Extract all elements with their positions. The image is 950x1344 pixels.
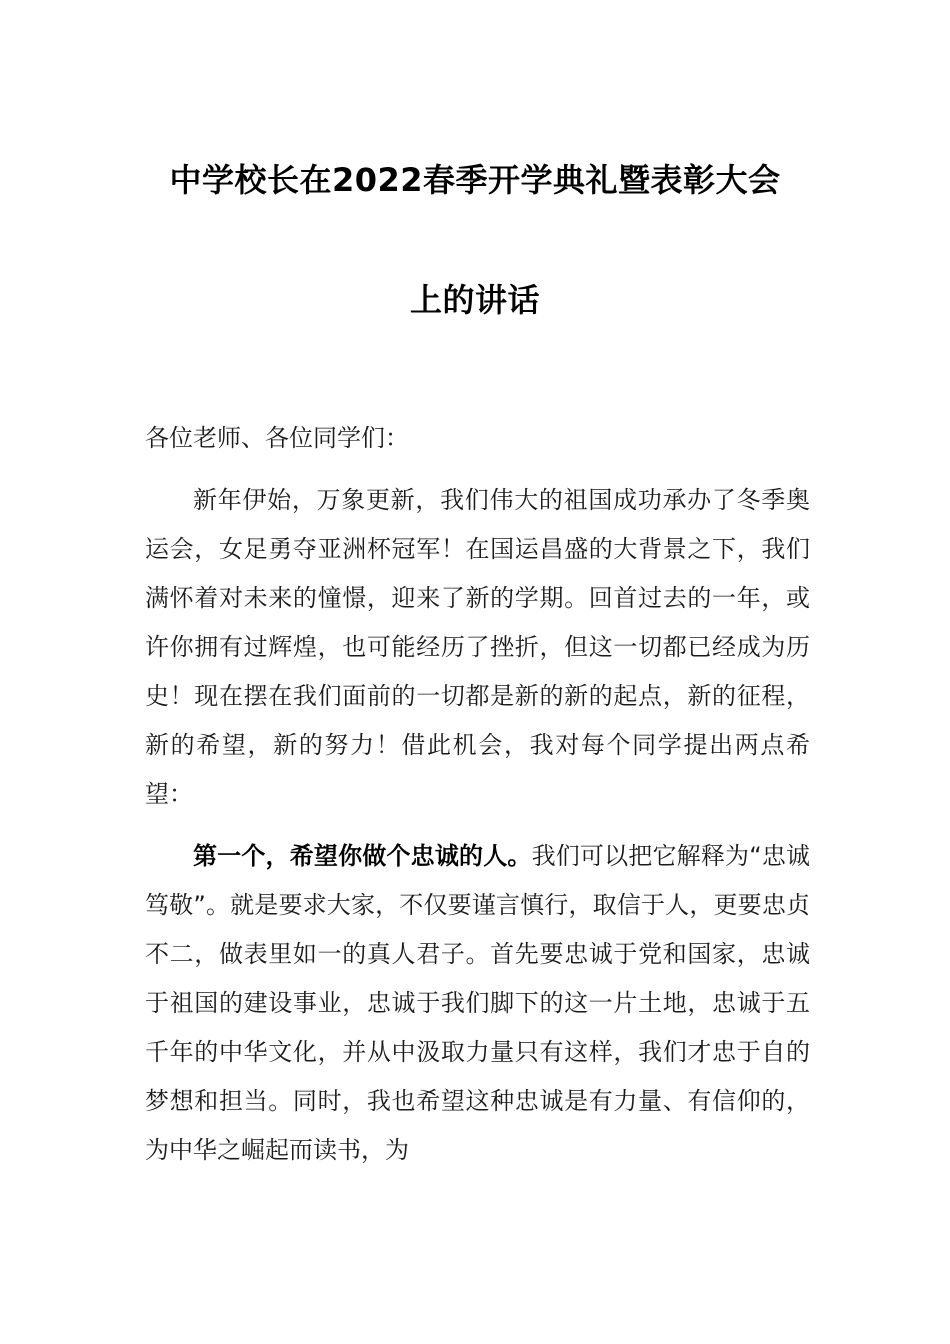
document-title-line-2: 上的讲话 (409, 281, 540, 319)
salutation-block (145, 414, 810, 463)
salutation: 各位老师、各位同学们： (145, 424, 409, 452)
paragraph-2-lead: 第一个，希望你做个忠诚的人。 (193, 842, 532, 870)
paragraph-2-block (145, 832, 810, 1175)
paragraph-2-body: 我们可以把它解释为“忠诚笃敬”。就是要求大家，不仅要谨言慎行，取信于人，更要忠贞不二，做表里如一的真人君子。首先要忠诚于党和国家，忠诚于祖国的建设事业，忠诚于我们脚下的这一片土地，忠诚于五千年的中华文化，并从中汲取力量只有这样，我们才忠于自的梦想和担当。同时，我也希望这种忠诚是有力量、有信仰的，为中华之崛起而读书，为 (145, 842, 811, 1164)
paragraph-1: 新年伊始，万象更新，我们伟大的祖国成功承办了冬季奥运会，女足勇夺亚洲杯冠军！在国运昌盛的大背景之下，我们满怀着对未来的憧憬，迎来了新的学期。回首过去的一年，或许你拥有过辉煌，也可能经历了挫折，但这一切都已经成为历史！现在摆在我们面前的一切都是新的新的起点，新的征程，新的希望，新的努力！借此机会，我对每个同学提出两点希望： (145, 486, 810, 808)
paragraph-2 (145, 832, 810, 1175)
document-title-line-1: 中学校长在2022春季开学典礼暨表彰大会 (169, 161, 781, 199)
paragraph-1-block (145, 476, 810, 819)
